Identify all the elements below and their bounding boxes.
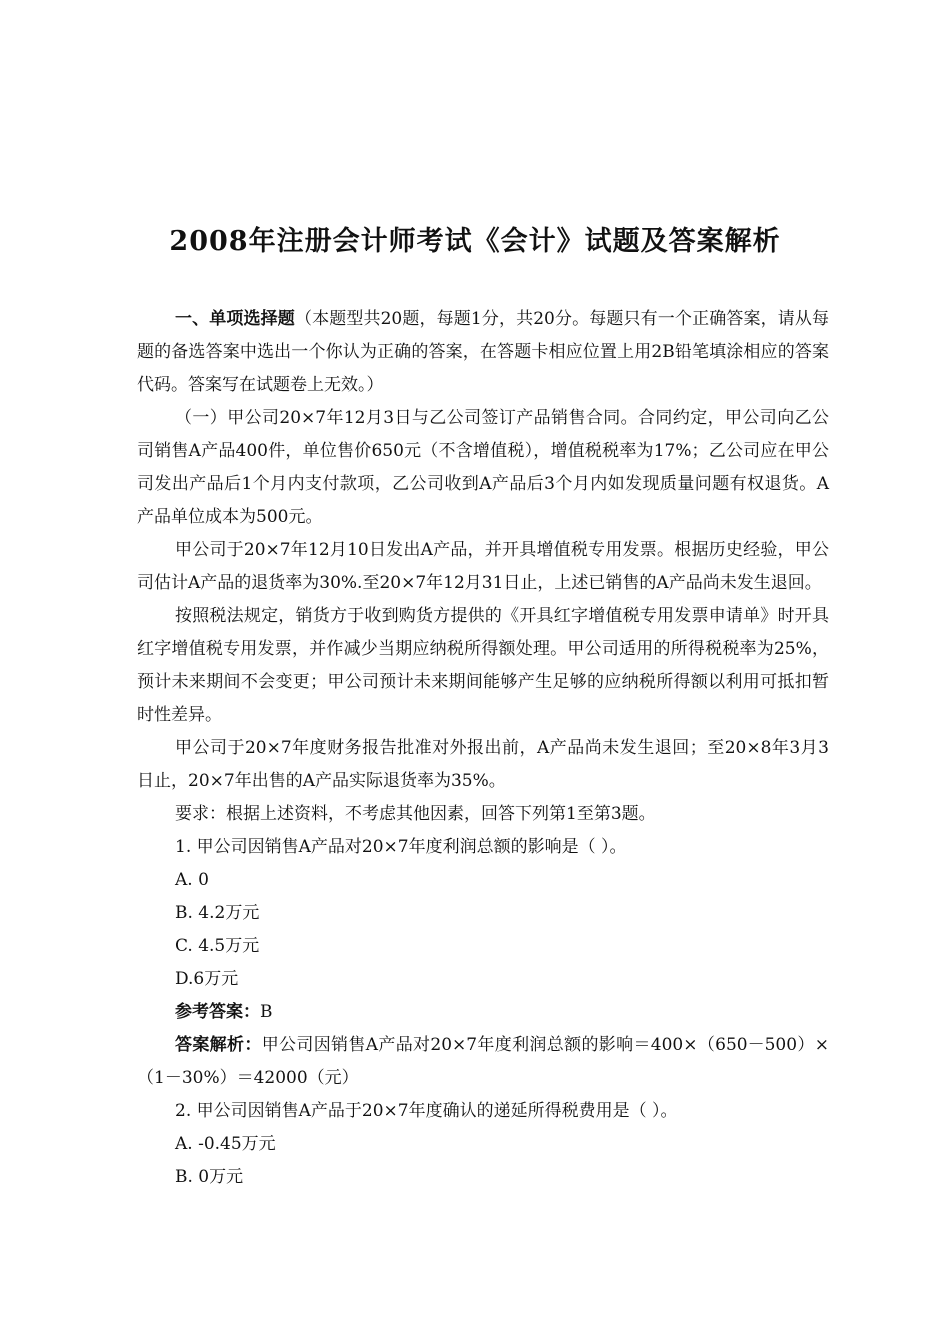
case-paragraph-4: 甲公司于20×7年度财务报告批准对外报出前，A产品尚未发生退回；至20×8年3月3日止，20×7年出售的A产品实际退货率为35%。	[137, 738, 829, 791]
question-1-option-d: D.6万元	[175, 969, 239, 989]
question-1-stem: 1. 甲公司因销售A产品对20×7年度利润总额的影响是（ ）。	[175, 837, 627, 857]
document-title: 2008年注册会计师考试《会计》试题及答案解析	[169, 226, 781, 257]
answer-value: B	[260, 1002, 273, 1022]
question-1-answer	[137, 996, 829, 1029]
document-body	[137, 303, 829, 1194]
question-2-stem: 2. 甲公司因销售A产品于20×7年度确认的递延所得税费用是（ ）。	[175, 1101, 678, 1121]
case-paragraph-3: 按照税法规定，销货方于收到购货方提供的《开具红字增值税专用发票申请单》时开具红字增值税专用发票，并作减少当期应纳税所得额处理。甲公司适用的所得税税率为25%，预计未来期间不会变更；甲公司预计未来期间能够产生足够的应纳税所得额以利用可抵扣暂时性差异。	[137, 606, 829, 725]
question-2-option-b: B. 0万元	[175, 1167, 244, 1187]
section-intro	[137, 303, 829, 402]
analysis-text: 甲公司因销售A产品对20×7年度利润总额的影响＝400×（650－500）×（1－30%）＝42000（元）	[137, 1035, 829, 1088]
case-requirement: 要求：根据上述资料，不考虑其他因素，回答下列第1至第3题。	[175, 804, 656, 824]
case-paragraph-1: （一）甲公司20×7年12月3日与乙公司签订产品销售合同。合同约定，甲公司向乙公司销售A产品400件，单位售价650元（不含增值税），增值税税率为17%；乙公司应在甲公司发出产品后1个月内支付款项，乙公司收到A产品后3个月内如发现质量问题有权退货。A产品单位成本为500元。	[137, 408, 829, 527]
question-1-option-a: A. 0	[175, 870, 209, 890]
analysis-label: 答案解析：	[175, 1035, 262, 1055]
question-1-analysis	[137, 1029, 829, 1095]
question-1-option-b: B. 4.2万元	[175, 903, 260, 923]
section-instructions: （本题型共20题，每题1分，共20分。每题只有一个正确答案，请从每题的备选答案中选出一个你认为正确的答案，在答题卡相应位置上用2B铅笔填涂相应的答案代码。答案写在试题卷上无效。）	[137, 309, 829, 395]
answer-label: 参考答案：	[175, 1002, 260, 1022]
question-2-option-a: A. -0.45万元	[175, 1134, 276, 1154]
question-1-option-c: C. 4.5万元	[175, 936, 260, 956]
case-paragraph-2: 甲公司于20×7年12月10日发出A产品，并开具增值税专用发票。根据历史经验，甲公司估计A产品的退货率为30%.至20×7年12月31日止，上述已销售的A产品尚未发生退回。	[137, 540, 829, 593]
section-heading: 一、单项选择题	[175, 309, 295, 329]
